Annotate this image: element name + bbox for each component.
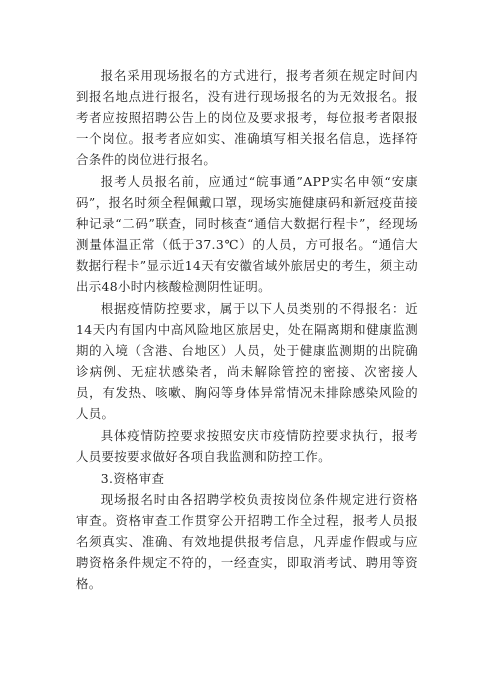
paragraph-ineligible-persons: 根据疫情防控要求，属于以下人员类别的不得报名：近14天内有国内中高风险地区旅居史，处在隔离期和健康监测期的入境（含港、台地区）人员，处于健康监测期的出院确诊病例、无症状感染者，尚未解除管控的密接、次密接人员，有发热、咳嗽、胸闷等身体异常情况未排除感染风险的人员。: [76, 301, 418, 421]
paragraph-qualification-review: 现场报名时由各招聘学校负责按岗位条件规定进行资格审查。资格审查工作贯穿公开招聘工作全过程，报考人员报名须真实、准确、有效地提供报考信息，凡弄虚作假或与应聘资格条件规定不符的，一经查实，即取消考试、聘用等资格。: [76, 492, 418, 591]
section-heading-qualification-review: 3.资格审查: [100, 471, 165, 486]
paragraph-epidemic-requirements: 具体疫情防控要求按照安庆市疫情防控要求执行，报考人员要按要求做好各项自我监测和防控工作。: [76, 428, 418, 464]
document-body: [76, 65, 418, 595]
paragraph-health-check: 报考人员报名前，应通过“皖事通”APP实名申领“安康码”，报名时须全程佩戴口罩，现场实施健康码和新冠疫苗接种记录“二码”联查，同时核查“通信大数据行程卡”，经现场测量体温正常（低于37.3℃）的人员，方可报名。“通信大数据行程卡”显示近14天有安徽省域外旅居史的考生，须主动出示48小时内核酸检测阴性证明。: [76, 174, 418, 294]
paragraph-registration-method: 报名采用现场报名的方式进行，报考者须在规定时间内到报名地点进行报名，没有进行现场报名的为无效报名。报考者应按照招聘公告上的岗位及要求报考，每位报考者限报一个岗位。报考者应如实、准确填写相关报名信息，选择符合条件的岗位进行报名。: [76, 68, 418, 167]
